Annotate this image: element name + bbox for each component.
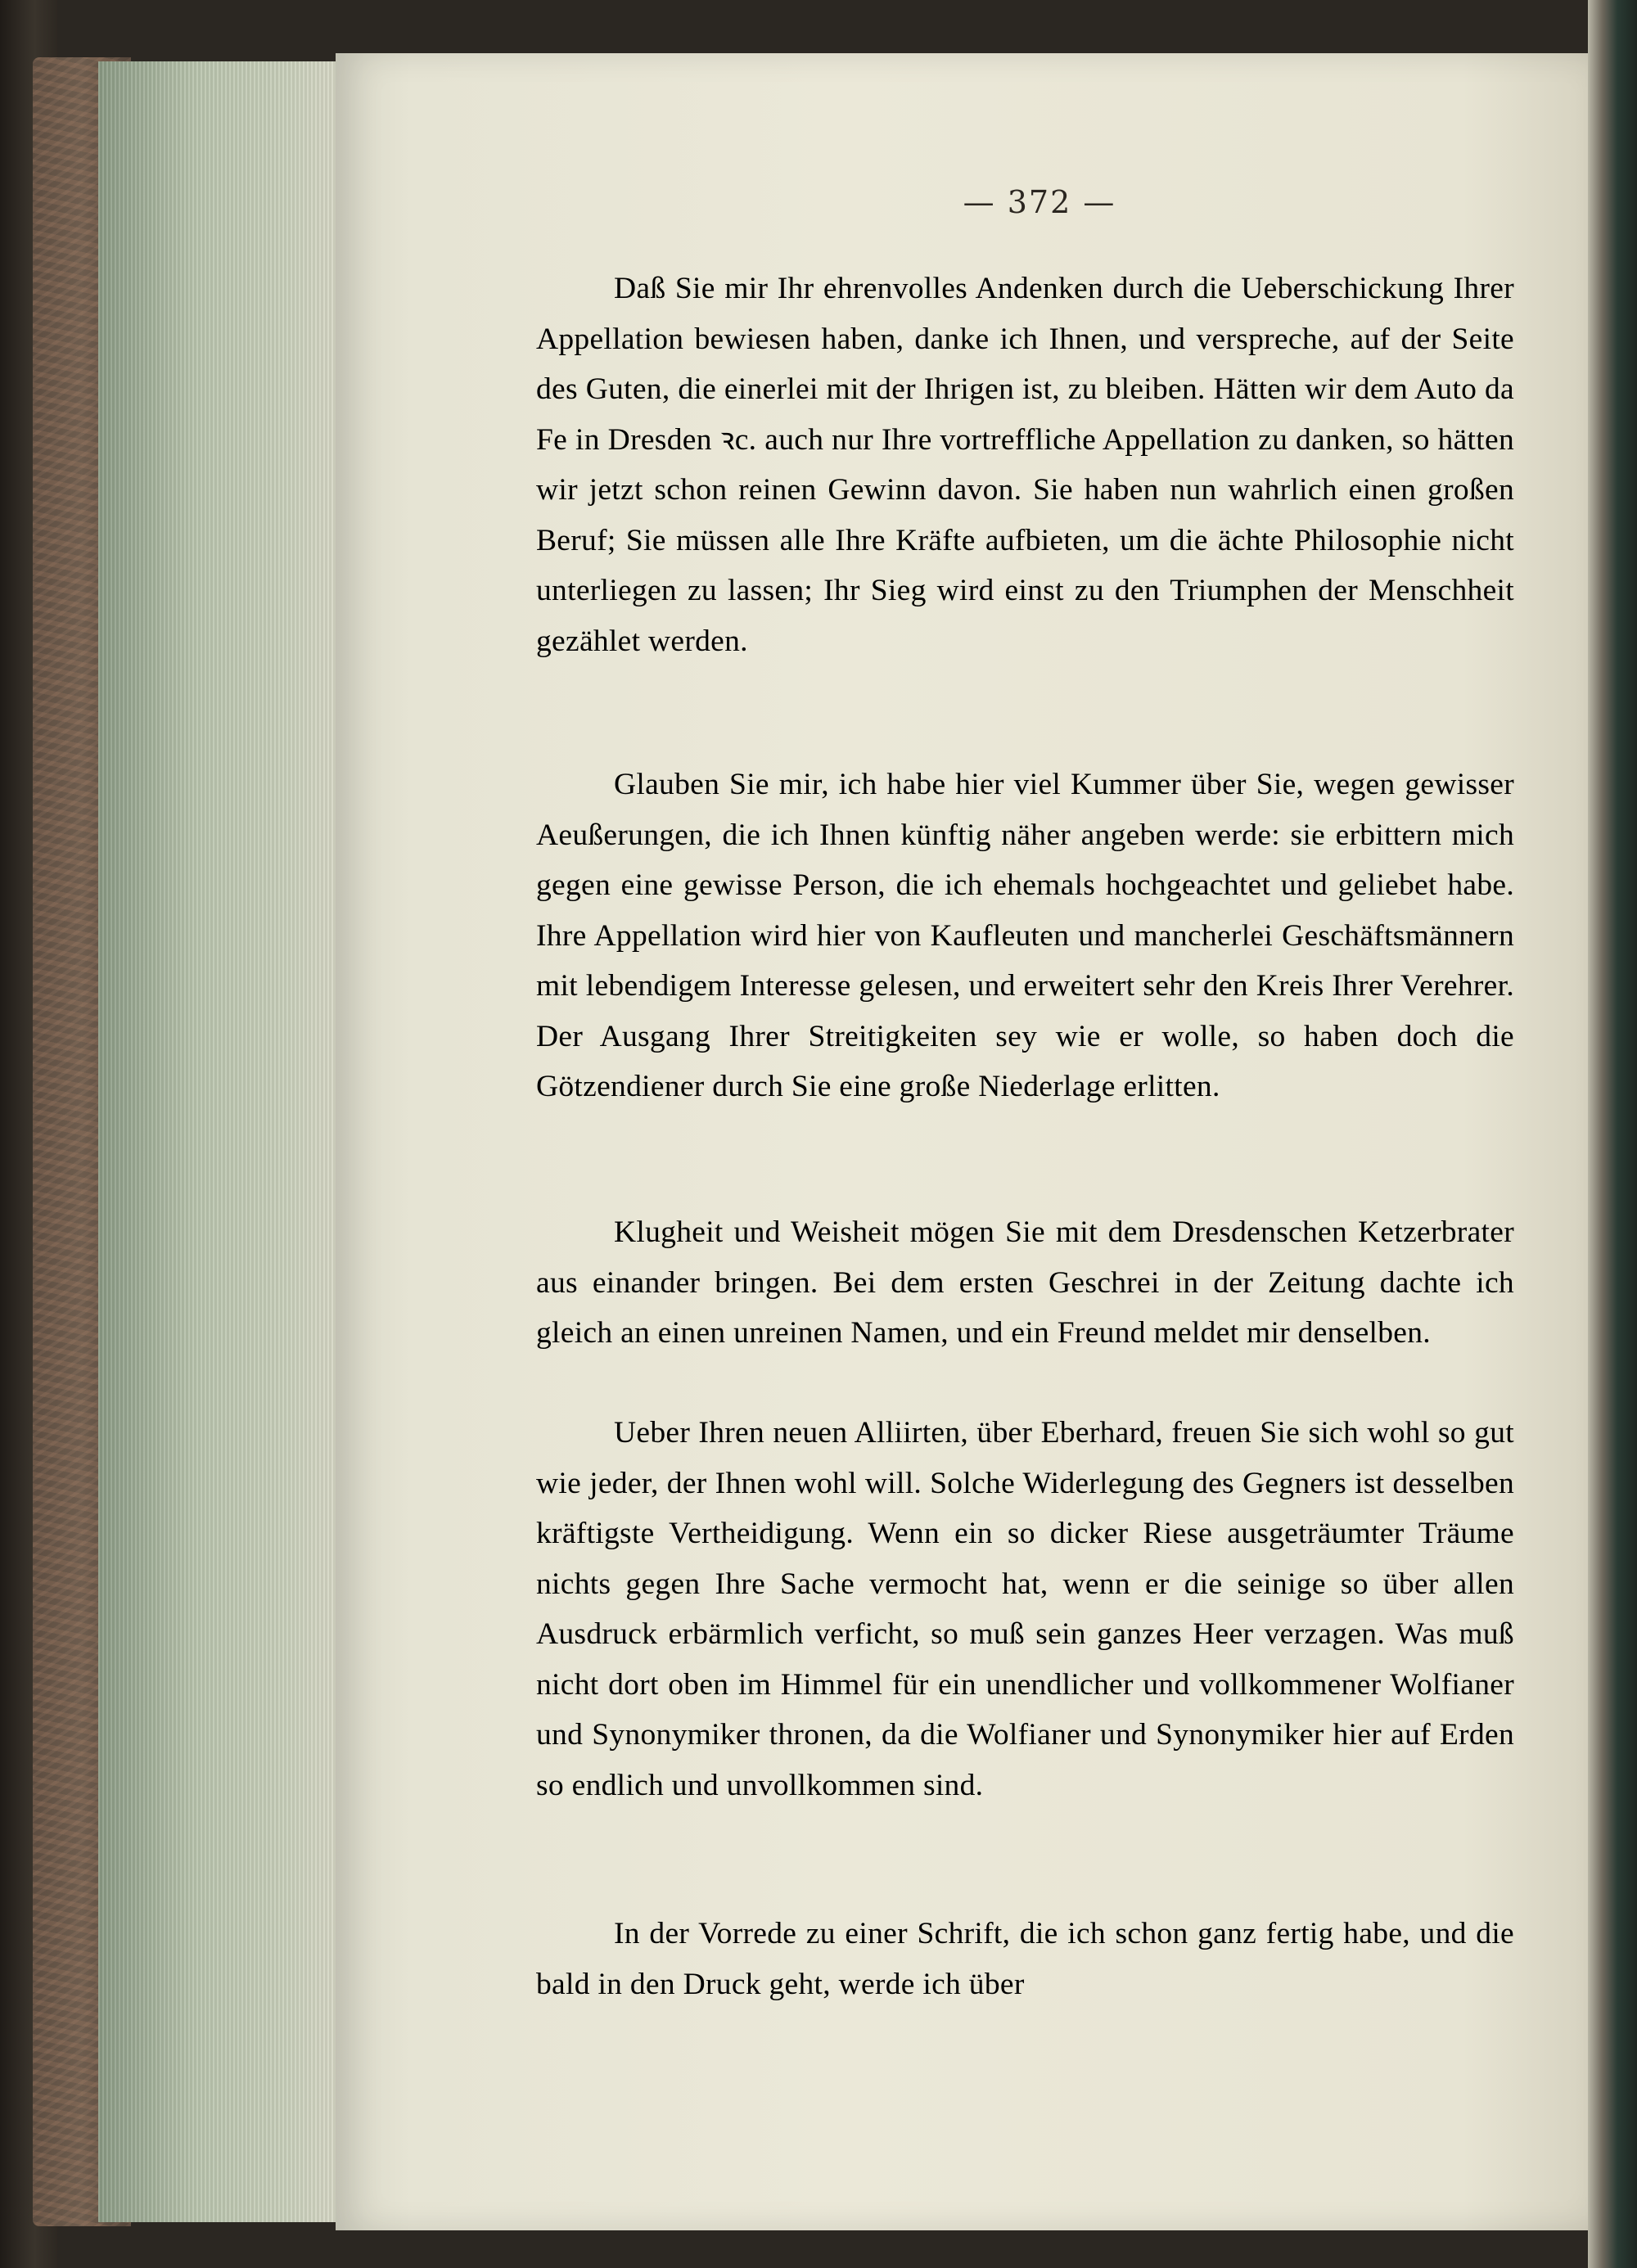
page-edges bbox=[98, 61, 344, 2222]
paragraph-5-block bbox=[536, 1909, 1514, 2009]
facing-page-edge bbox=[1588, 0, 1637, 2268]
paragraph-2-block bbox=[536, 760, 1514, 1112]
paragraph-1-block bbox=[536, 264, 1514, 666]
paragraph: Glauben Sie mir, ich habe hier viel Kummer über Sie, wegen gewisser Aeußerungen, die ich Ihnen künftig näher angeben werde: sie erbittern mich gegen eine gewisse Person, die ich ehemals hochgeachtet und geliebet habe. Ihre Appellation wird hier von Kaufleuten und mancherlei Geschäftsmännern mit lebendigem Interesse gelesen, und erweitert sehr den Kreis Ihrer Verehrer. Der Ausgang Ihrer Streitigkeiten sey wie er wolle, so haben doch die Götzendiener durch Sie eine große Niederlage erlitten. bbox=[536, 768, 1514, 1103]
paragraph-3-block bbox=[536, 1207, 1514, 1359]
paragraph: In der Vorrede zu einer Schrift, die ich schon ganz fertig habe, und die bald in den Druck geht, werde ich über bbox=[536, 1917, 1514, 2001]
page-number: — 372 — bbox=[963, 184, 1116, 220]
paragraph: Daß Sie mir Ihr ehrenvolles Andenken durch die Ueberschickung Ihrer Appellation bewiesen haben, danke ich Ihnen, und verspreche, auf der Seite des Guten, die einerlei mit der Ihrigen ist, zu bleiben. Hätten wir dem Auto da Fe in Dresden ꝛc. auch nur Ihre vortreffliche Appellation zu danken, so hätten wir jetzt schon reinen Gewinn davon. Sie haben nun wahrlich einen großen Beruf; Sie müssen alle Ihre Kräfte aufbieten, um die ächte Philosophie nicht unterliegen zu lassen; Ihr Sieg wird einst zu den Triumphen der Menschheit gezählet werden. bbox=[536, 272, 1514, 658]
paragraph: Ueber Ihren neuen Alliirten, über Eberhard, freuen Sie sich wohl so gut wie jeder, der Ihnen wohl will. Solche Widerlegung des Gegners ist desselben kräftigste Vertheidigung. Wenn ein so dicker Riese ausgeträumter Träume nichts gegen Ihre Sache vermocht hat, wenn er die seinige so über allen Ausdruck erbärmlich verficht, so muß sein ganzes Heer verzagen. Was muß nicht dort oben im Himmel für ein unendlicher und vollkommener Wolfianer und Synonymiker thronen, da die Wolfianer und Synonymiker hier auf Erden so endlich und unvollkommen sind. bbox=[536, 1416, 1514, 1802]
paragraph: Klugheit und Weisheit mögen Sie mit dem Dresdenschen Ketzerbrater aus einander bringen. Bei dem ersten Geschrei in der Zeitung dachte ich gleich an einen unreinen Namen, und ein Freund meldet mir denselben. bbox=[536, 1215, 1514, 1350]
paragraph-4-block bbox=[536, 1408, 1514, 1810]
